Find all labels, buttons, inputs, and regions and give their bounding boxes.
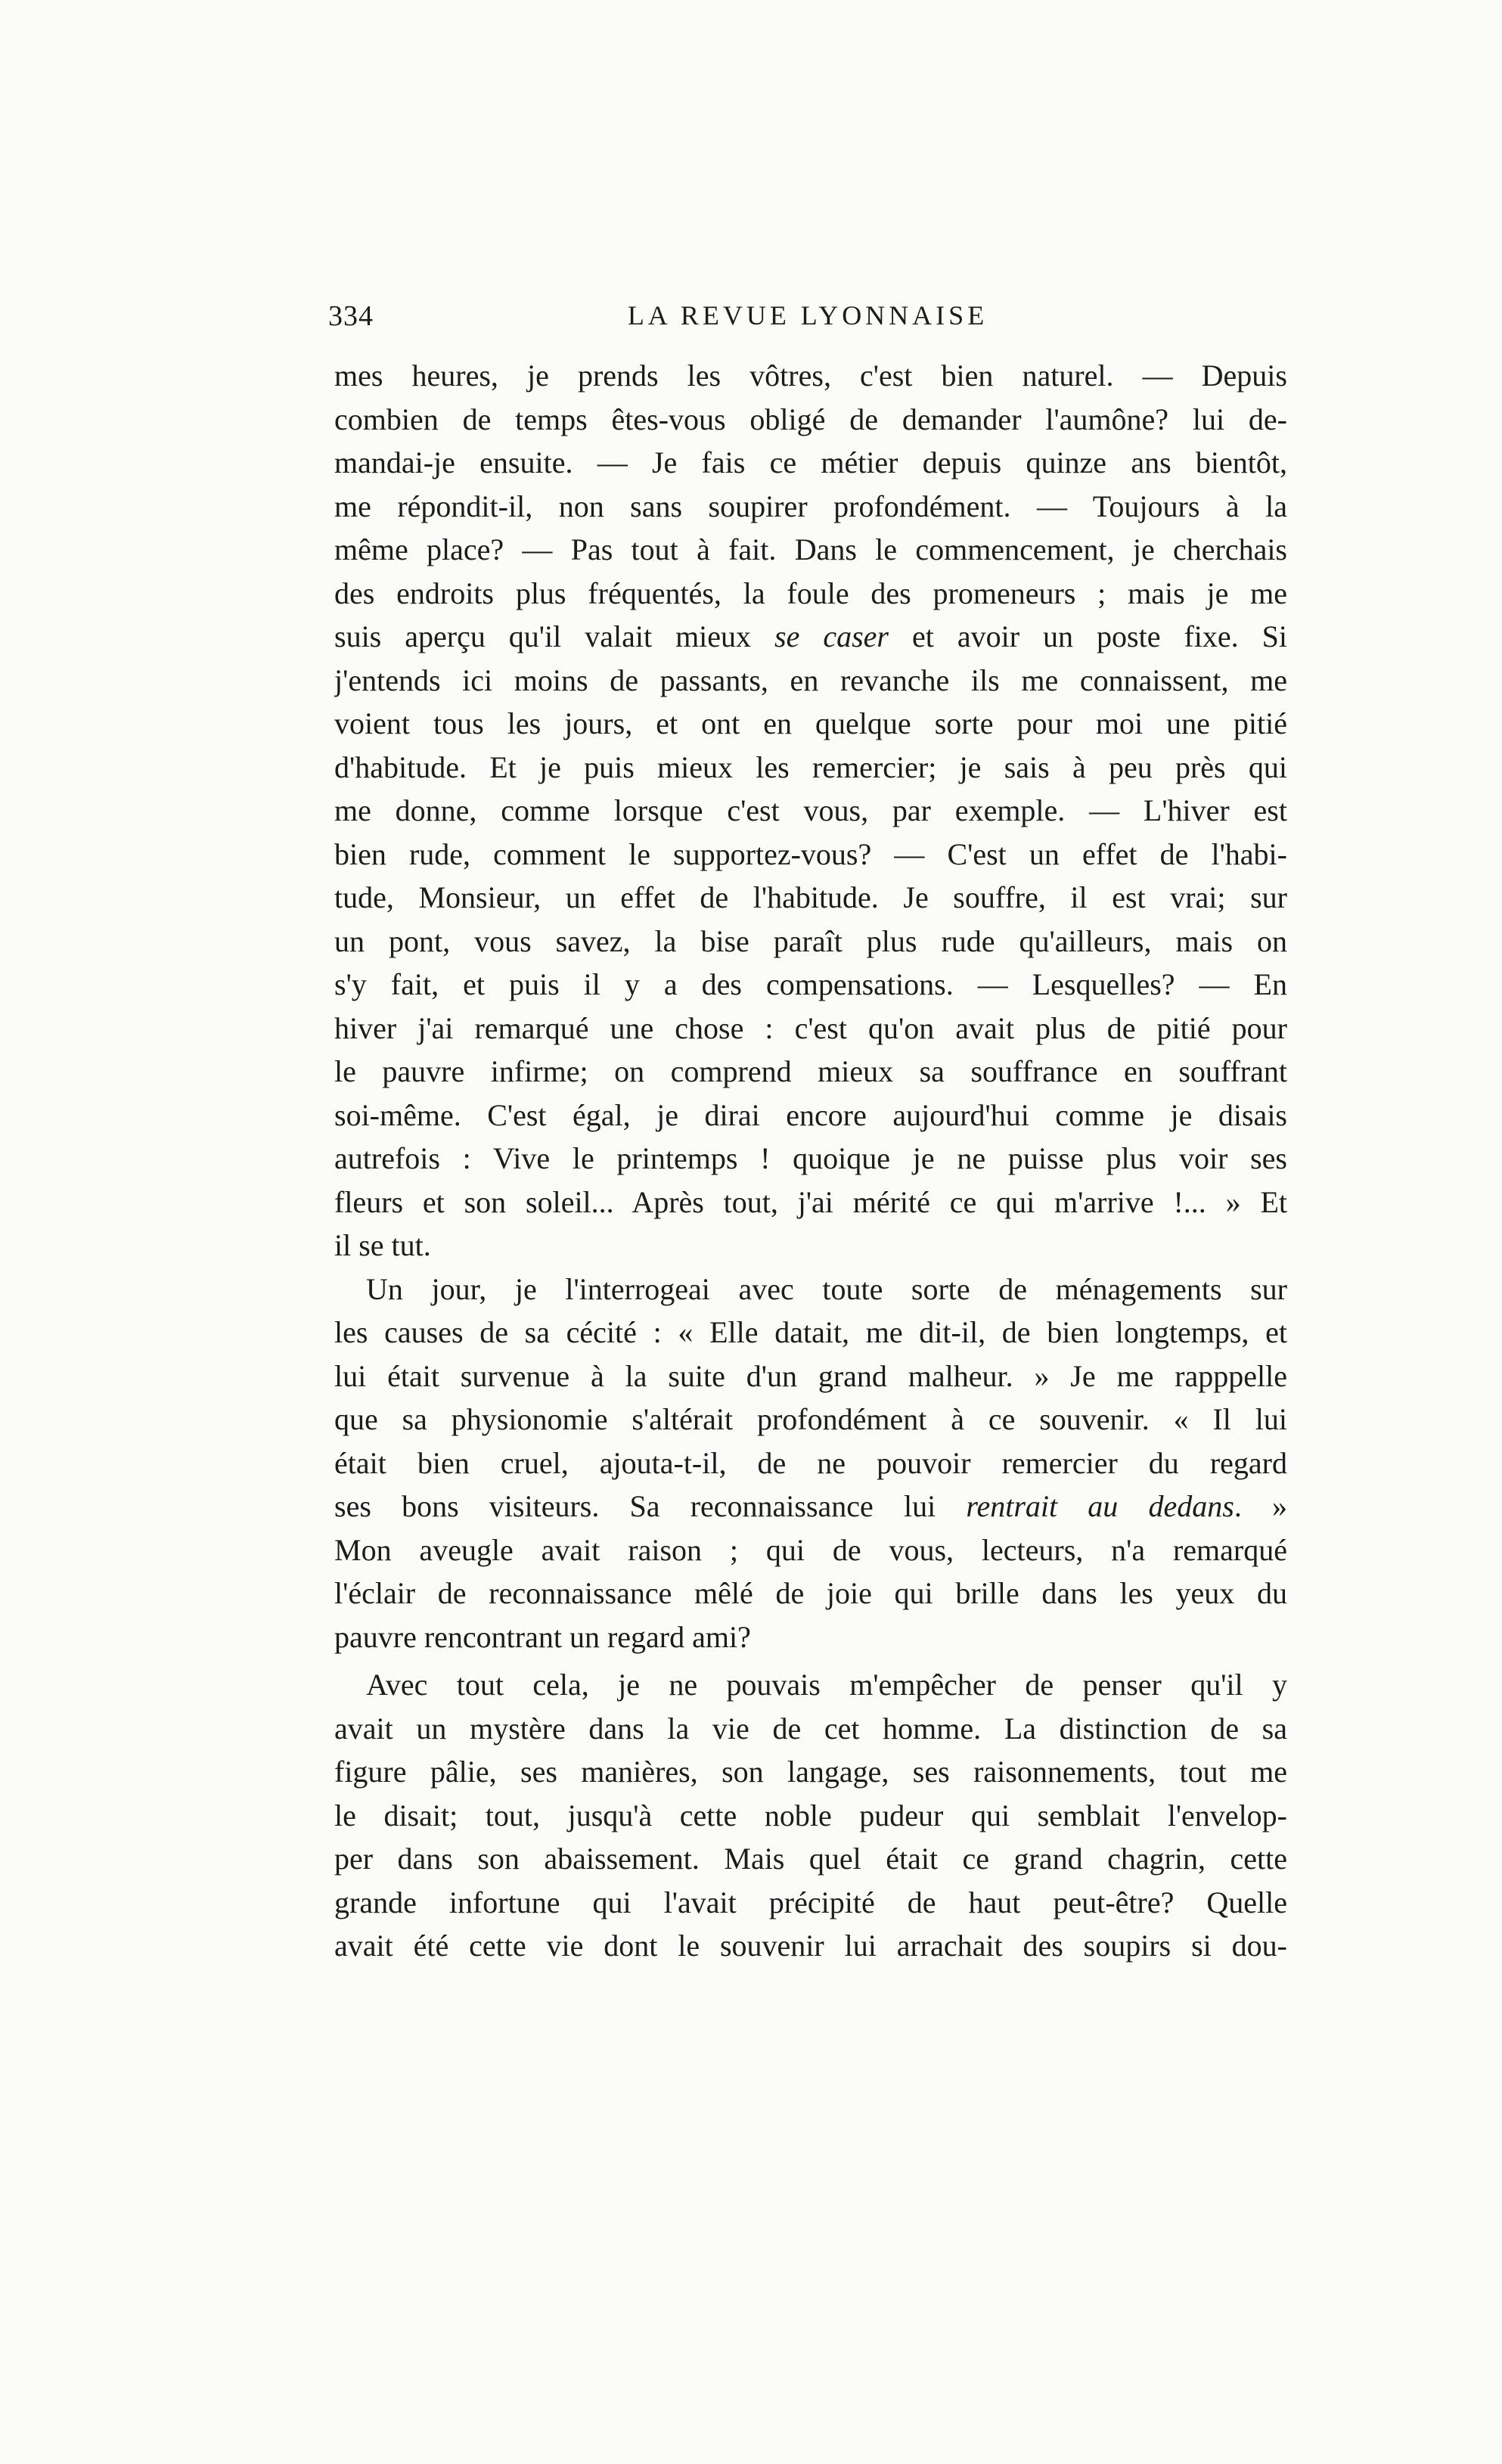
article-body	[334, 354, 1287, 1968]
text-line: ses bons visiteurs. Sa reconnaissance lui rentrait au dedans. »	[334, 1489, 1287, 1523]
text-line: me donne, comme lorsque c'est vous, par exemple. — L'hiver est	[334, 793, 1287, 827]
text-line: hiver j'ai remarqué une chose : c'est qu'on avait plus de pitié pour	[334, 1010, 1287, 1045]
text-line: per dans son abaissement. Mais quel était ce grand chagrin, cette	[334, 1842, 1287, 1876]
text-line: il se tut.	[334, 1228, 431, 1262]
text-line: combien de temps êtes-vous obligé de demander l'aumône? lui de-	[334, 402, 1287, 436]
page-number: 334	[328, 300, 374, 332]
text-line: un pont, vous savez, la bise paraît plus rude qu'ailleurs, mais on	[334, 923, 1287, 958]
text-line: figure pâlie, ses manières, son langage, ses raisonnements, tout me	[334, 1755, 1287, 1789]
text-line: Un jour, je l'interrogeai avec toute sorte de ménagements sur	[366, 1271, 1287, 1306]
text-line: mes heures, je prends les vôtres, c'est bien naturel. — Depuis	[334, 358, 1287, 393]
text-line: avait un mystère dans la vie de cet homme. La distinction de sa	[334, 1711, 1287, 1746]
text-line: le pauvre infirme; on comprend mieux sa souffrance en souffrant	[334, 1054, 1287, 1088]
text-line: était bien cruel, ajouta-t-il, de ne pouvoir remercier du regard	[334, 1445, 1287, 1480]
text-line: Avec tout cela, je ne pouvais m'empêcher de penser qu'il y	[366, 1668, 1287, 1702]
text-line: autrefois : Vive le printemps ! quoique je ne puisse plus voir ses	[334, 1141, 1287, 1175]
paragraph-3	[334, 1663, 1287, 1968]
text-line: d'habitude. Et je puis mieux les remercier; je sais à peu près qui	[334, 749, 1287, 784]
text-line: suis aperçu qu'il valait mieux se caser et avoir un poste fixe. Si	[334, 619, 1287, 653]
text-line: tude, Monsieur, un effet de l'habitude. Je souffre, il est vrai; sur	[334, 880, 1287, 914]
paragraph-2	[334, 1268, 1287, 1659]
text-line: mandai-je ensuite. — Je fais ce métier depuis quinze ans bientôt,	[334, 445, 1287, 479]
text-line: me répondit-il, non sans soupirer profondément. — Toujours à la	[334, 489, 1287, 523]
text-line: lui était survenue à la suite d'un grand malheur. » Je me rapppelle	[334, 1358, 1287, 1393]
text-line: que sa physionomie s'altérait profondément à ce souvenir. « Il lui	[334, 1402, 1287, 1436]
text-line: grande infortune qui l'avait précipité de haut peut-être? Quelle	[334, 1885, 1287, 1919]
text-line: j'entends ici moins de passants, en revanche ils me connaissent, me	[334, 663, 1287, 697]
text-line: pauvre rencontrant un regard ami?	[334, 1619, 751, 1654]
text-line: même place? — Pas tout à fait. Dans le commencement, je cherchais	[334, 532, 1287, 566]
italic-phrase: rentrait au dedans	[966, 1489, 1234, 1523]
text-line: les causes de sa cécité : « Elle datait, me dit-il, de bien longtemps, et	[334, 1315, 1287, 1349]
paragraph-1	[334, 354, 1287, 1268]
italic-phrase: se caser	[774, 619, 889, 653]
text-line: voient tous les jours, et ont en quelque sorte pour moi une pitié	[334, 706, 1287, 740]
journal-title: LA REVUE LYONNAISE	[627, 300, 988, 330]
text-line: avait été cette vie dont le souvenir lui arrachait des soupirs si dou-	[334, 1929, 1287, 1963]
text-line: soi-même. C'est égal, je dirai encore aujourd'hui comme je disais	[334, 1097, 1287, 1132]
running-head	[328, 299, 1287, 345]
text-line: Mon aveugle avait raison ; qui de vous, lecteurs, n'a remarqué	[334, 1532, 1287, 1567]
text-line: fleurs et son soleil... Après tout, j'ai mérité ce qui m'arrive !... » Et	[334, 1184, 1287, 1219]
text-line: bien rude, comment le supportez-vous? — C'est un effet de l'habi-	[334, 836, 1287, 871]
text-line: s'y fait, et puis il y a des compensations. — Lesquelles? — En	[334, 967, 1287, 1001]
text-line: des endroits plus fréquentés, la foule des promeneurs ; mais je me	[334, 576, 1287, 610]
text-line: le disait; tout, jusqu'à cette noble pudeur qui semblait l'envelop-	[334, 1798, 1287, 1832]
text-line: l'éclair de reconnaissance mêlé de joie qui brille dans les yeux du	[334, 1576, 1287, 1610]
